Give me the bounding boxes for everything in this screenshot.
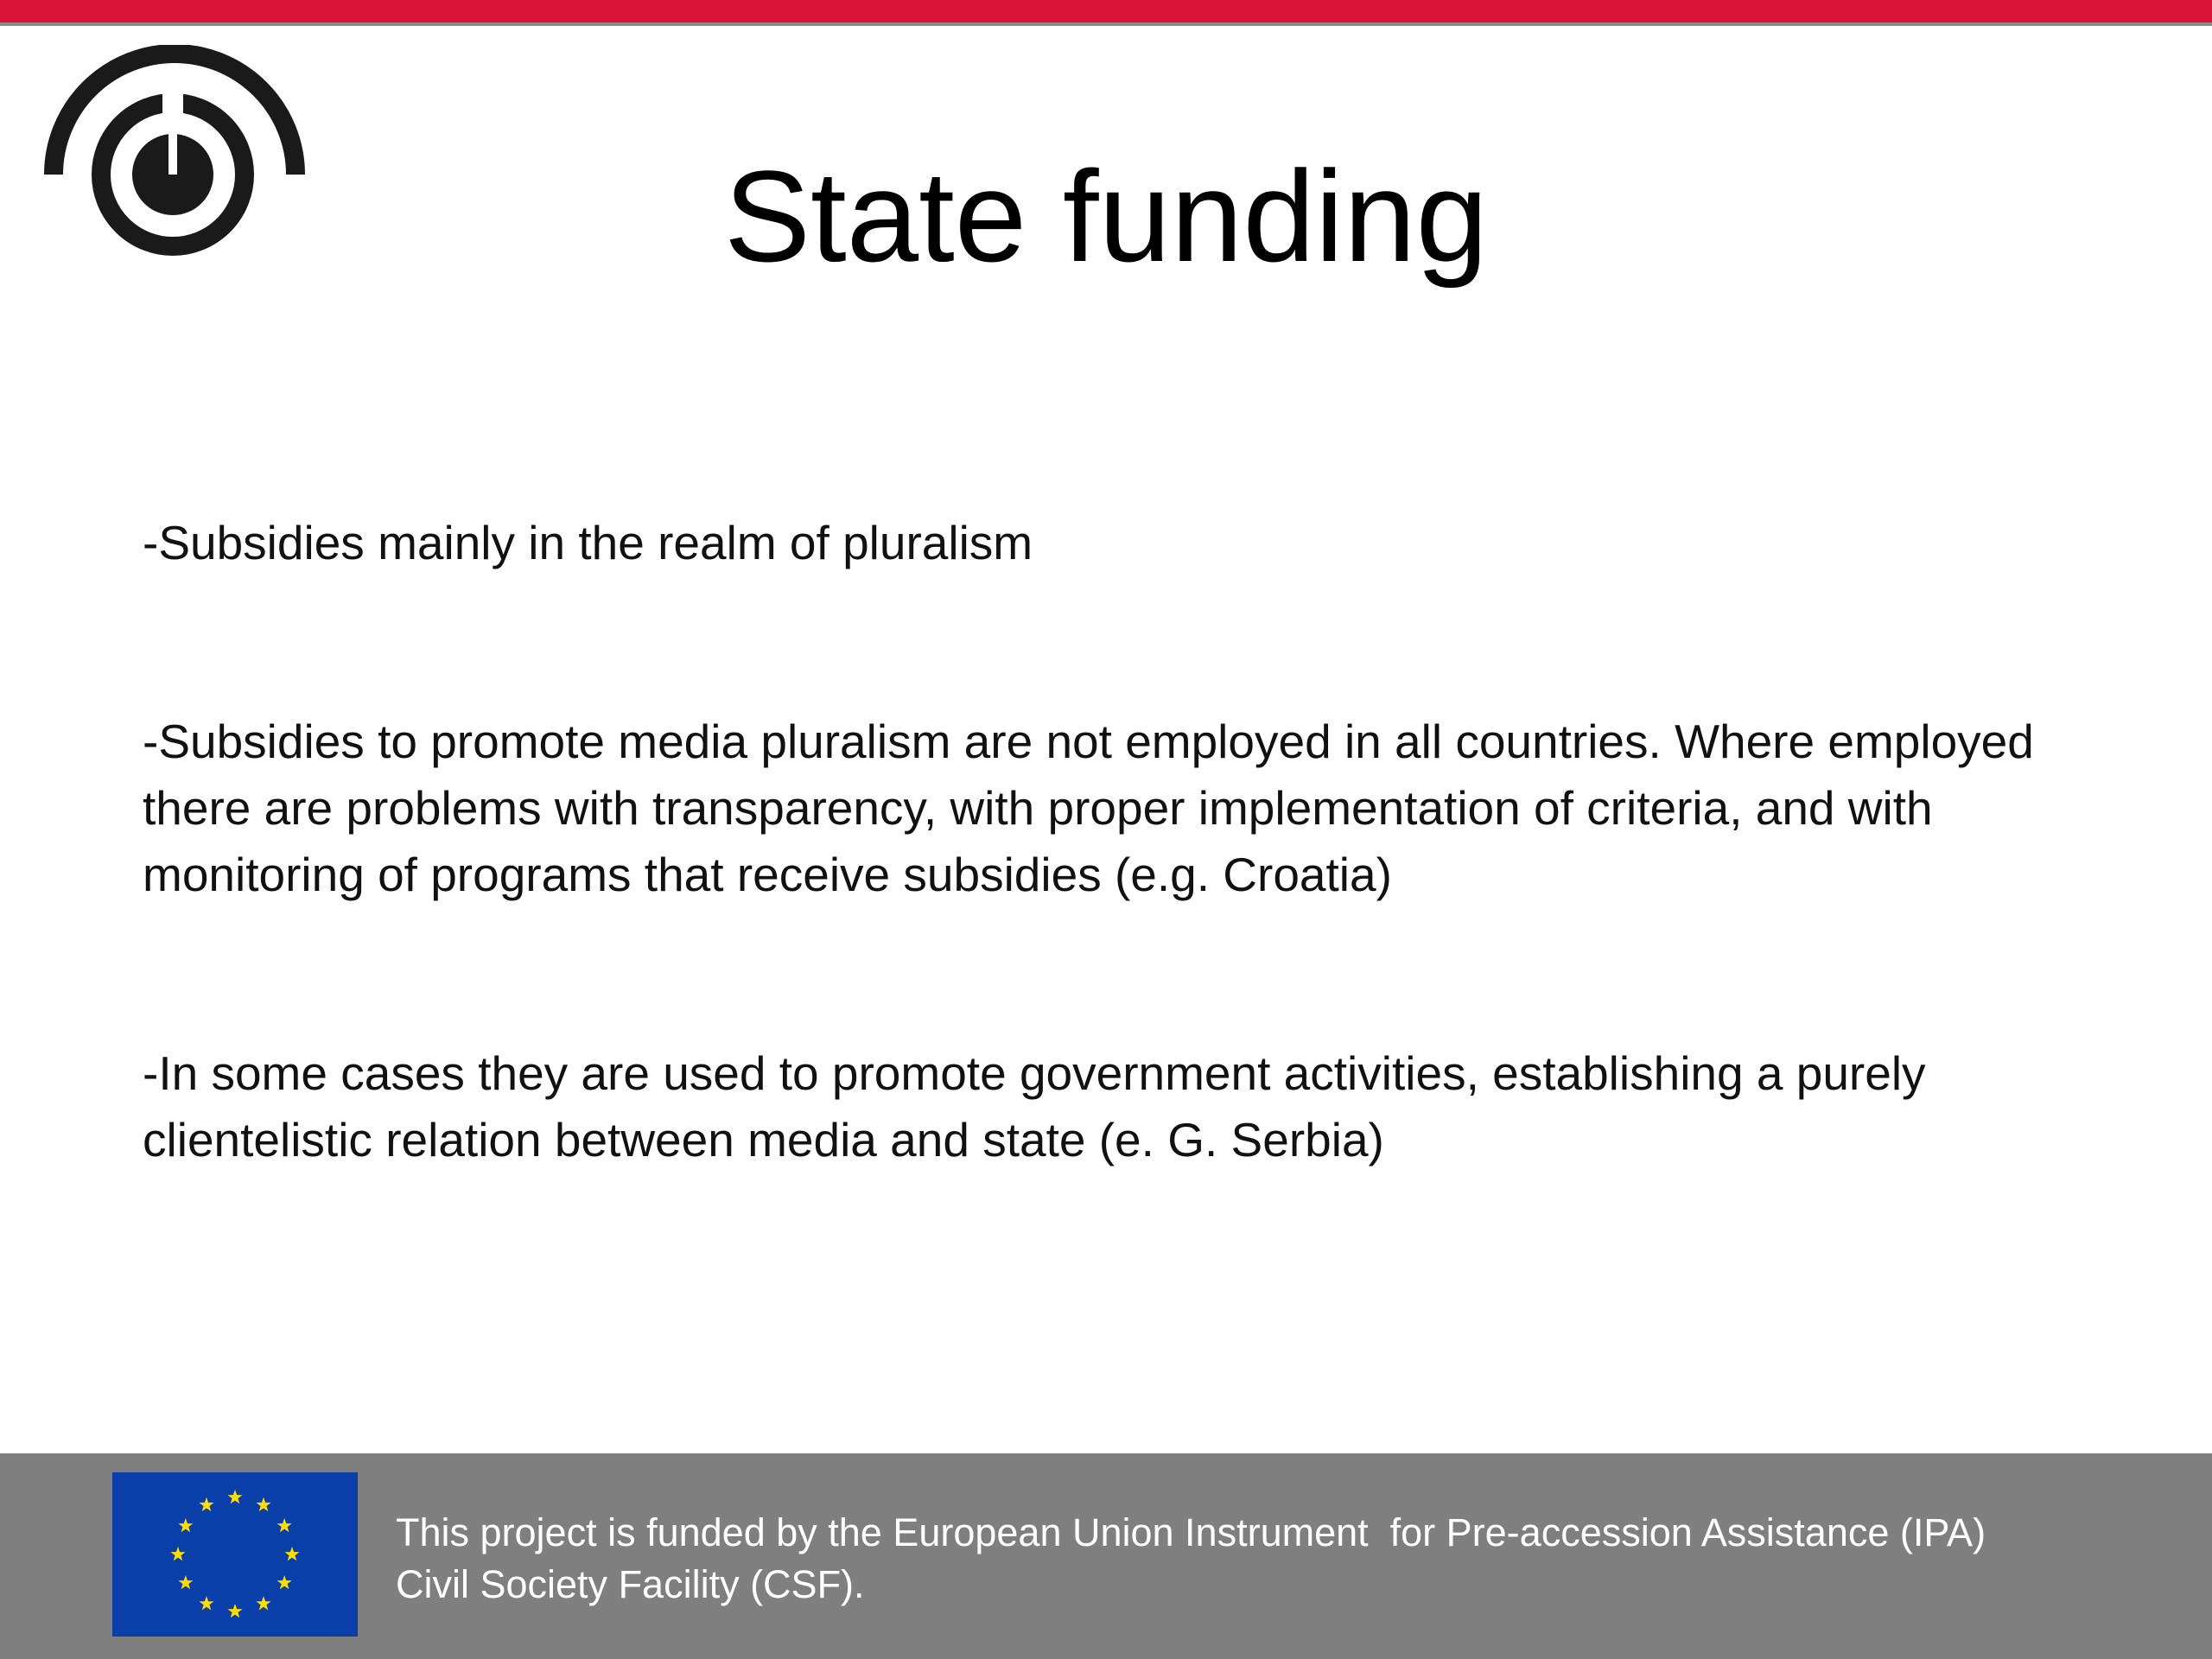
bullet-list [143,510,2095,1173]
funding-notice-line2: Civil Society Facility (CSF). [396,1562,865,1606]
bullet-item: -Subsidies mainly in the realm of pluralism [143,516,1033,569]
top-accent-bar [0,0,2212,26]
funding-notice [396,1507,2176,1611]
footer-bar [0,1453,2212,1659]
bullet-item: -Subsidies to promote media pluralism are not employed in all countries. Where employed there are problems with transparency, with proper implementation of criteria, and with monitoring of programs that receive subsidies (e.g. Croatia) [143,715,2034,901]
bullet-item: -In some cases they are used to promote government activities, establishing a purely clientelistic relation between media and state (e. G. Serbia) [143,1046,1926,1166]
eu-flag-icon [112,1472,358,1637]
funding-notice-line1: This project is funded by the European Union Instrument for Pre-accession Assistance (IPA) [396,1510,1986,1554]
slide-title: State funding [723,143,1489,289]
